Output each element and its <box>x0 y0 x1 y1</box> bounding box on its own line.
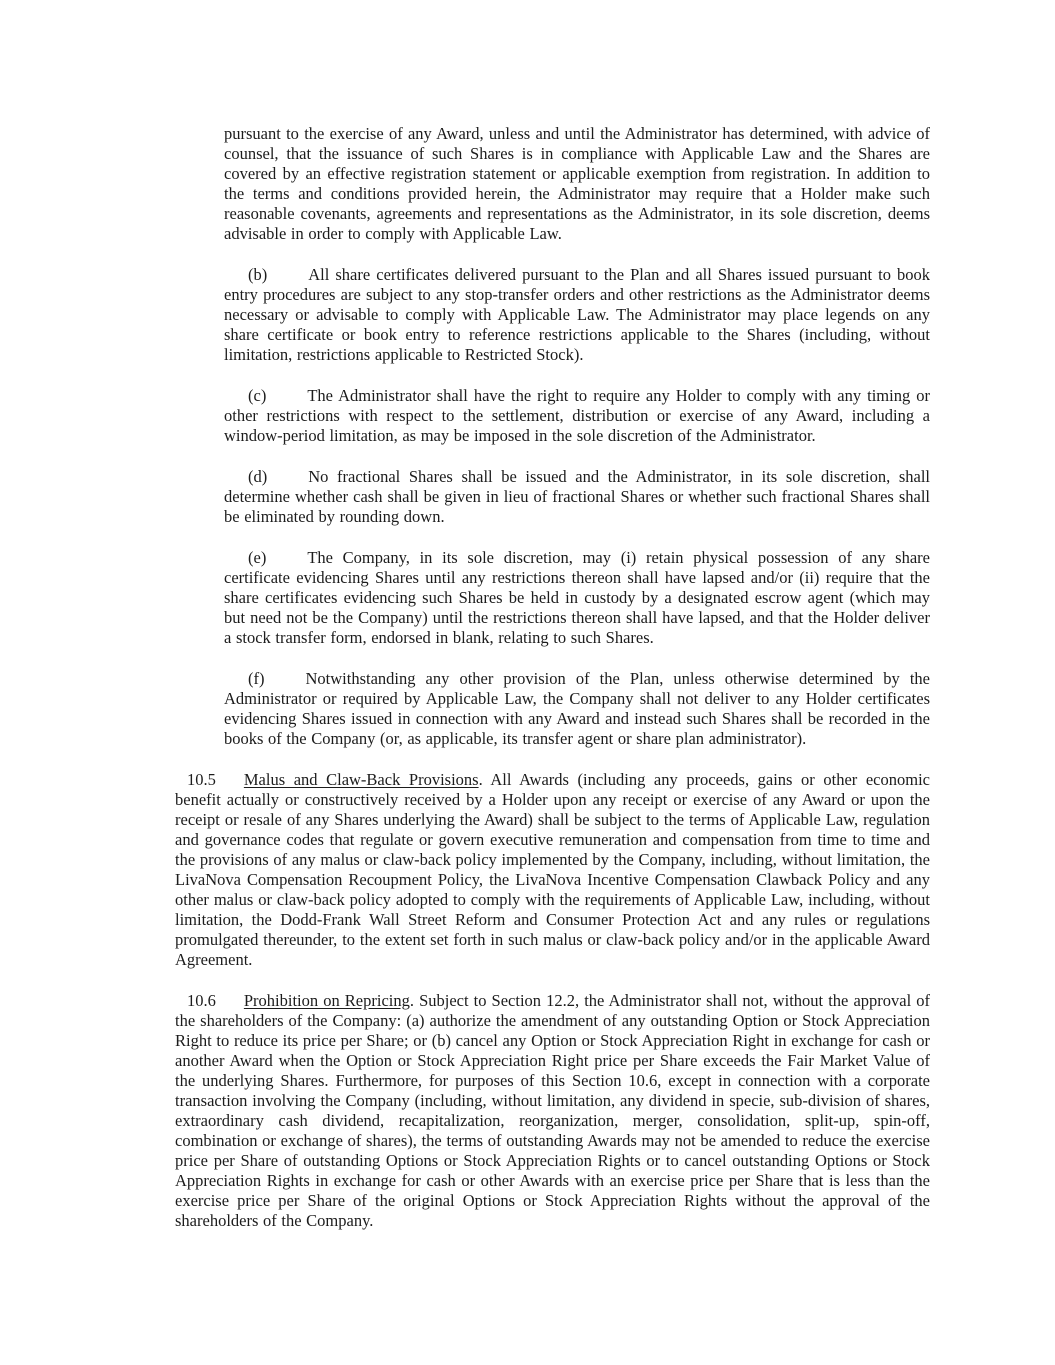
subparagraph-b <box>224 265 930 365</box>
subparagraph-e <box>224 548 930 648</box>
subparagraph-f-text: Notwithstanding any other provision of the Plan, unless otherwise determined by the Administrator or required by Applicable Law, the Company shall not deliver to any Holder certificates evidencing Shares issued in connection with any Award and instead such Shares shall be recorded in the books of the Company (or, as applicable, its transfer agent or share plan administrator). <box>224 669 930 748</box>
section-10-6-heading: Prohibition on Repricing <box>243 991 410 1010</box>
subparagraph-d <box>224 467 930 527</box>
section-10-5-body: . All Awards (including any proceeds, gains or other economic benefit actually or constructively received by a Holder upon any receipt or exercise of any Award or upon the receipt or resale of any Shares underlying the Award) shall be subject to the terms of Applicable Law, regulation and governance codes that regulate or govern executive remuneration and compensation from time to time and the provisions of any malus or claw-back policy implemented by the Company, including, without limitation, the LivaNova Compensation Recoupment Policy, the LivaNova Incentive Compensation Clawback Policy and any other malus or claw-back policy adopted to comply with the requirements of Applicable Law, including, without limitation, the Dodd-Frank Wall Street Reform and Consumer Protection Act and any rules or regulations promulgated thereunder, to the extent set forth in such malus or claw-back policy and/or in the applicable Award Agreement. <box>175 770 931 969</box>
subparagraph-f-label: (f) <box>248 669 265 688</box>
intro-continuation-paragraph: pursuant to the exercise of any Award, unless and until the Administrator has determined, with advice of counsel, that the issuance of such Shares is in compliance with Applicable Law and the Shares are covered by an effective registration statement or applicable exemption from registration. In addition to the terms and conditions provided herein, the Administrator may require that a Holder make such reasonable covenants, agreements and representations as the Administrator, in its sole discretion, deems advisable in order to comply with Applicable Law. <box>224 124 930 243</box>
subparagraph-b-text: All share certificates delivered pursuant to the Plan and all Shares issued pursuant to book entry procedures are subject to any stop-transfer orders and other restrictions as the Administrator deems necessary or advisable to comply with Applicable Law. The Administrator may place legends on any share certificate or book entry to reference restrictions applicable to the Shares (including, without limitation, restrictions applicable to Restricted Stock). <box>224 265 930 364</box>
subparagraph-c-label: (c) <box>248 386 267 405</box>
subparagraph-b-label: (b) <box>248 265 268 284</box>
subparagraph-f <box>224 669 930 749</box>
subparagraph-e-label: (e) <box>248 548 267 567</box>
subparagraph-c-text: The Administrator shall have the right to require any Holder to comply with any timing or other restrictions with respect to the settlement, distribution or exercise of any Award, including a window-period limitation, as may be imposed in the sole discretion of the Administrator. <box>224 386 930 445</box>
section-10-6-number: 10.6 <box>187 991 216 1010</box>
section-10-6-body: . Subject to Section 12.2, the Administrator shall not, without the approval of the shareholders of the Company: (a) authorize the amendment of any outstanding Option or Stock Appreciation Right to reduce its price per Share; or (b) cancel any Option or Stock Appreciation Right in exchange for cash or another Award when the Option or Stock Appreciation Right price per Share exceeds the Fair Market Value of the underlying Shares. Furthermore, for purposes of this Section 10.6, except in connection with a corporate transaction involving the Company (including, without limitation, any dividend in specie, sub-division of shares, extraordinary cash dividend, recapitalization, reorganization, merger, consolidation, split-up, spin-off, combination or exchange of shares), the terms of outstanding Awards may not be amended to reduce the exercise price per Share of outstanding Options or Stock Appreciation Rights or to cancel outstanding Options or Stock Appreciation Rights in exchange for cash or other Awards with an exercise price per Share that is less than the exercise price per Share of the original Options or Stock Appreciation Rights without the approval of the shareholders of the Company. <box>175 991 930 1230</box>
section-10-5 <box>175 770 930 970</box>
subparagraph-d-text: No fractional Shares shall be issued and the Administrator, in its sole discretion, shall determine whether cash shall be given in lieu of fractional Shares or whether such fractional Shares shall be eliminated by rounding down. <box>224 467 930 526</box>
section-10-6 <box>175 991 930 1231</box>
subparagraph-c <box>224 386 930 446</box>
subparagraph-e-text: The Company, in its sole discretion, may (i) retain physical possession of any share certificate evidencing Shares until any restrictions thereon shall have lapsed and/or (ii) require that the share certificates evidencing such Shares be held in custody by a designated escrow agent (which may but need not be the Company) until the restrictions thereon shall have lapsed, and that the Holder deliver a stock transfer form, endorsed in blank, relating to such Shares. <box>224 548 930 647</box>
section-10-5-heading: Malus and Claw-Back Provisions <box>243 770 479 789</box>
subparagraph-d-label: (d) <box>248 467 268 486</box>
section-10-5-number: 10.5 <box>187 770 216 789</box>
